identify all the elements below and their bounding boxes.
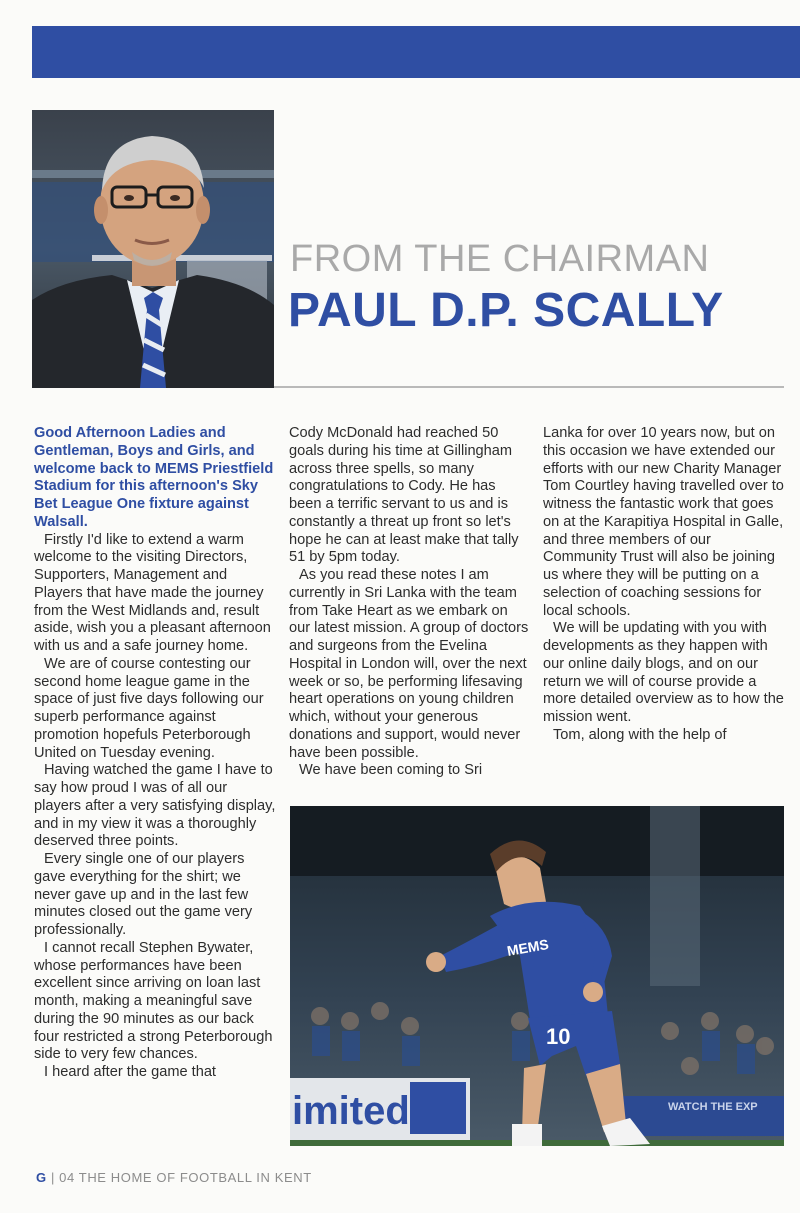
page-footer: [36, 1170, 312, 1185]
club-logo: G: [36, 1170, 47, 1185]
page-title: PAUL D.P. SCALLY: [288, 284, 724, 337]
hoarding-text: imited: [292, 1089, 410, 1133]
paragraph: Cody McDonald had reached 50 goals during his time at Gillingham across three spells, so many congratulations to Cody. He has been a terrific servant to us and is constantly a threat up front so let's hope he can at least make that tally 51 by 5pm today.: [289, 425, 519, 566]
paragraph: Tom, along with the help of: [553, 726, 727, 743]
intro-paragraph: Good Afternoon Ladies and Gentleman, Boys and Girls, and welcome back to MEMS Priestfield Stadium for this afternoon's Sky Bet League One fixture against Walsall.: [34, 425, 274, 530]
footer-text: 04 THE HOME OF FOOTBALL IN KENT: [59, 1170, 312, 1185]
section-kicker: FROM THE CHAIRMAN: [290, 238, 710, 280]
paragraph: Every single one of our players gave everything for the shirt; we never gave up and in the last few minutes closed out the game very professionally.: [34, 851, 253, 938]
article-column-2: [289, 425, 531, 780]
top-banner: [32, 26, 800, 78]
hoarding-right-text: WATCH THE EXP: [668, 1101, 758, 1113]
paragraph: We will be updating with you with developments as they happen with our online daily blogs, and on our return we will of course provide a more detailed overview as to how the mission went.: [543, 620, 784, 725]
article-column-3: [543, 425, 785, 745]
footer-separator: |: [50, 1170, 60, 1185]
heading-divider: [274, 386, 784, 388]
paragraph: Lanka for over 10 years now, but on this occasion we have extended our efforts with our new Charity Manager Tom Courtley having travelled over to witness the fantastic work that goes on at the Karapitiya Hospital in Galle, and three members of our Community Trust will also be joining us where they will be putting on a selection of coaching sessions for local schools.: [543, 425, 784, 619]
paragraph: We are of course contesting our second home league game in the space of just five days following our superb performance against promotion hopefuls Peterborough United on Tuesday evening.: [34, 655, 264, 761]
chairman-portrait: [32, 110, 274, 388]
paragraph: Having watched the game I have to say how proud I was of all our players after a very satisfying display, and in my view it was a thoroughly deserved three points.: [34, 762, 276, 850]
paragraph: I heard after the game that: [44, 1064, 216, 1080]
paragraph: As you read these notes I am currently in Sri Lanka with the team from Take Heart as we embark on our latest mission. A group of doctors and surgeons from the Evelina Hospital in London will, over the next week or so, be performing lifesaving heart operations on young children which, without your generous donations and support, would never have been possible.: [289, 567, 529, 761]
shirt-sponsor: MEMS: [505, 935, 550, 959]
article-column-1: [34, 425, 276, 1082]
shorts-number: 10: [546, 1024, 571, 1049]
paragraph: I cannot recall Stephen Bywater, whose performances have been excellent since arriving on loan last month, making a meaningful save during the 90 minutes as our back four restricted a strong Peterborough side to very few chances.: [34, 939, 273, 1063]
paragraph: We have been coming to Sri: [299, 762, 483, 779]
player-celebration-photo: [290, 806, 784, 1146]
paragraph: Firstly I'd like to extend a warm welcome to the visiting Directors, Supporters, Management and Players that have made the journey from the West Midlands and, result aside, wish you a pleasant afternoon with us and a safe journey home.: [34, 531, 271, 654]
